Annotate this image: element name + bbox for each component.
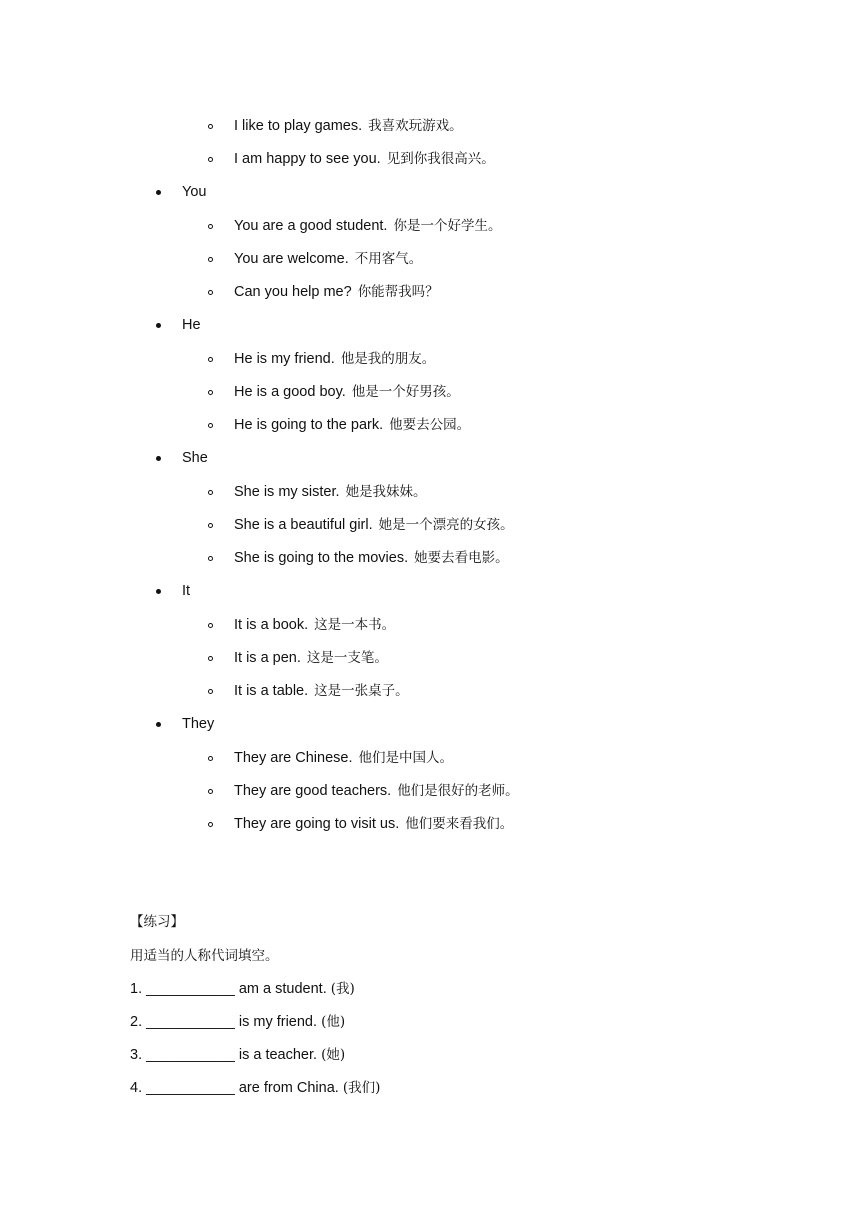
chinese-translation: 他是一个好男孩。 (351, 384, 460, 400)
bullet-icon (156, 323, 161, 328)
chinese-translation: 她是一个漂亮的女孩。 (378, 517, 514, 533)
answer-blank[interactable]: ___________ (146, 1047, 235, 1063)
english-sentence: I like to play games. (234, 118, 363, 134)
sub-bullet-icon (208, 423, 213, 428)
sub-bullet-icon (208, 556, 213, 561)
chinese-translation: 他们是很好的老师。 (397, 783, 519, 799)
pronoun-heading-you: You (182, 184, 207, 200)
sub-bullet-icon (208, 623, 213, 628)
question-hint: (我们) (342, 1080, 381, 1096)
question-hint: (他) (321, 1014, 346, 1030)
example-sentence (234, 681, 409, 701)
example-sentence (234, 249, 422, 269)
question-text: is my friend. (234, 1014, 322, 1030)
pronoun-heading-he: He (182, 317, 201, 333)
question-text: is a teacher. (234, 1047, 322, 1063)
english-sentence: She is going to the movies. (234, 550, 409, 566)
bullet-icon (156, 190, 161, 195)
english-sentence: She is my sister. (234, 484, 340, 500)
english-sentence: Can you help me? (234, 284, 352, 300)
answer-blank[interactable]: ___________ (146, 1080, 235, 1096)
sub-bullet-icon (208, 656, 213, 661)
chinese-translation: 这是一支笔。 (306, 650, 388, 666)
question-number: 3. (130, 1047, 143, 1063)
sub-bullet-icon (208, 390, 213, 395)
chinese-translation: 他们是中国人。 (358, 750, 453, 766)
chinese-translation: 这是一本书。 (314, 617, 396, 633)
sub-bullet-icon (208, 756, 213, 761)
sub-bullet-icon (208, 490, 213, 495)
english-sentence: I am happy to see you. (234, 151, 381, 167)
chinese-translation: 我喜欢玩游戏。 (368, 118, 463, 134)
example-sentence (234, 482, 427, 502)
sub-bullet-icon (208, 523, 213, 528)
question-hint: (我) (330, 981, 355, 997)
example-sentence (234, 615, 395, 635)
question-number: 4. (130, 1080, 143, 1096)
sub-bullet-icon (208, 224, 213, 229)
sub-bullet-icon (208, 822, 213, 827)
english-sentence: It is a book. (234, 617, 309, 633)
chinese-translation: 你是一个好学生。 (393, 218, 502, 234)
english-sentence: It is a pen. (234, 650, 301, 666)
example-sentence (234, 149, 495, 169)
pronoun-heading-she: She (182, 450, 208, 466)
english-sentence: He is my friend. (234, 351, 335, 367)
exercise-question (130, 979, 355, 999)
example-sentence (234, 415, 470, 435)
sub-bullet-icon (208, 689, 213, 694)
question-text: are from China. (234, 1080, 343, 1096)
exercise-question (130, 1078, 380, 1098)
bullet-icon (156, 589, 161, 594)
chinese-translation: 这是一张桌子。 (314, 683, 409, 699)
bullet-icon (156, 456, 161, 461)
example-sentence (234, 382, 460, 402)
example-sentence (234, 116, 463, 136)
english-sentence: You are a good student. (234, 218, 388, 234)
chinese-translation: 他要去公园。 (389, 417, 471, 433)
sub-bullet-icon (208, 789, 213, 794)
pronoun-heading-it: It (182, 583, 191, 599)
chinese-translation: 她要去看电影。 (414, 550, 509, 566)
exercise-heading: 【练习】 (130, 914, 184, 930)
english-sentence: You are welcome. (234, 251, 349, 267)
sub-bullet-icon (208, 290, 213, 295)
example-sentence (234, 216, 501, 236)
example-sentence (234, 648, 388, 668)
chinese-translation: 他们要来看我们。 (405, 816, 514, 832)
exercise-instruction: 用适当的人称代词填空。 (130, 948, 279, 964)
example-sentence (234, 781, 519, 801)
sub-bullet-icon (208, 157, 213, 162)
english-sentence: He is going to the park. (234, 417, 384, 433)
exercise-question (130, 1045, 345, 1065)
chinese-translation: 不用客气。 (354, 251, 423, 267)
question-number: 1. (130, 981, 143, 997)
question-number: 2. (130, 1014, 143, 1030)
example-sentence (234, 548, 509, 568)
english-sentence: They are going to visit us. (234, 816, 400, 832)
sub-bullet-icon (208, 357, 213, 362)
english-sentence: It is a table. (234, 683, 309, 699)
bullet-icon (156, 722, 161, 727)
answer-blank[interactable]: ___________ (146, 1014, 235, 1030)
english-sentence: They are good teachers. (234, 783, 392, 799)
chinese-translation: 见到你我很高兴。 (386, 151, 495, 167)
example-sentence (234, 748, 453, 768)
english-sentence: She is a beautiful girl. (234, 517, 373, 533)
exercise-question (130, 1012, 345, 1032)
pronoun-heading-they: They (182, 716, 215, 732)
example-sentence (234, 515, 514, 535)
english-sentence: They are Chinese. (234, 750, 353, 766)
example-sentence (234, 282, 439, 302)
chinese-translation: 她是我妹妹。 (345, 484, 427, 500)
english-sentence: He is a good boy. (234, 384, 346, 400)
sub-bullet-icon (208, 124, 213, 129)
question-text: am a student. (234, 981, 331, 997)
chinese-translation: 你能帮我吗？ (357, 284, 439, 300)
example-sentence (234, 814, 513, 834)
question-hint: (她) (321, 1047, 346, 1063)
chinese-translation: 他是我的朋友。 (340, 351, 436, 367)
example-sentence (234, 349, 435, 369)
answer-blank[interactable]: ___________ (146, 981, 235, 997)
sub-bullet-icon (208, 257, 213, 262)
